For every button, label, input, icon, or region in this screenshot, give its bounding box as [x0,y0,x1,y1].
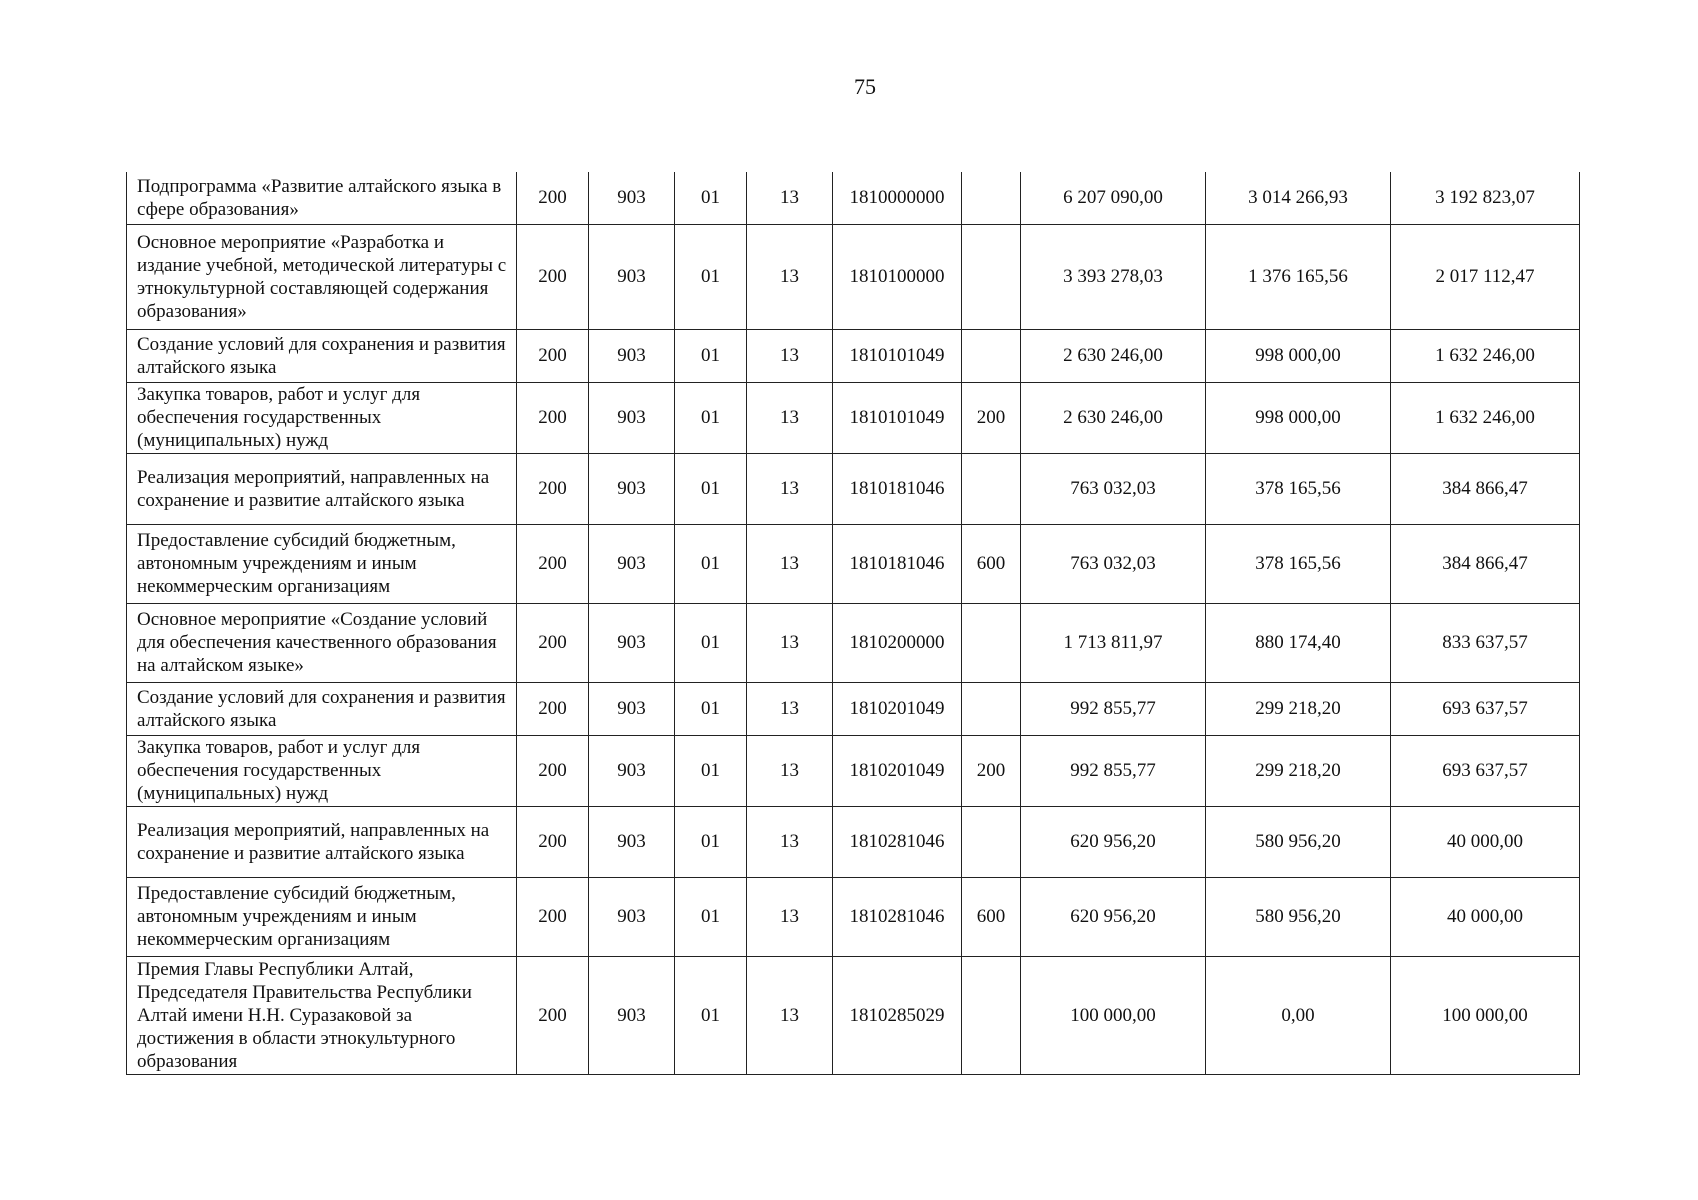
code-cell-1: 200 [517,224,589,329]
row-name-cell: Подпрограмма «Развитие алтайского языка в сфере образования» [127,172,517,224]
code-cell-4: 13 [747,682,833,735]
amount-cell-1: 620 956,20 [1021,877,1206,956]
code-cell-4: 13 [747,956,833,1074]
code-cell-2: 903 [589,806,675,877]
code-cell-4: 13 [747,172,833,224]
expense-type-cell: 600 [962,877,1021,956]
amount-cell-2: 880 174,40 [1206,603,1391,682]
code-cell-4: 13 [747,524,833,603]
amount-cell-2: 580 956,20 [1206,806,1391,877]
code-cell-3: 01 [675,682,747,735]
amount-cell-1: 100 000,00 [1021,956,1206,1074]
target-article-cell: 1810201049 [833,735,962,806]
code-cell-1: 200 [517,956,589,1074]
amount-cell-3: 2 017 112,47 [1391,224,1580,329]
budget-table [126,172,1580,1075]
target-article-cell: 1810181046 [833,524,962,603]
code-cell-1: 200 [517,806,589,877]
amount-cell-1: 6 207 090,00 [1021,172,1206,224]
code-cell-1: 200 [517,329,589,382]
code-cell-1: 200 [517,524,589,603]
amount-cell-1: 992 855,77 [1021,682,1206,735]
row-name-cell: Основное мероприятие «Разработка и издание учебной, методической литературы с этнокультурной составляющей содержания образования» [127,224,517,329]
amount-cell-1: 763 032,03 [1021,524,1206,603]
expense-type-cell [962,224,1021,329]
table-row [127,603,1580,682]
row-name-cell: Закупка товаров, работ и услуг для обеспечения государственных (муниципальных) нужд [127,382,517,453]
target-article-cell: 1810200000 [833,603,962,682]
code-cell-2: 903 [589,956,675,1074]
target-article-cell: 1810201049 [833,682,962,735]
code-cell-3: 01 [675,329,747,382]
row-name-cell: Предоставление субсидий бюджетным, автономным учреждениям и иным некоммерческим организациям [127,877,517,956]
table-row [127,735,1580,806]
code-cell-2: 903 [589,453,675,524]
code-cell-4: 13 [747,806,833,877]
code-cell-1: 200 [517,453,589,524]
table-row [127,877,1580,956]
code-cell-3: 01 [675,735,747,806]
code-cell-2: 903 [589,877,675,956]
amount-cell-1: 1 713 811,97 [1021,603,1206,682]
amount-cell-3: 693 637,57 [1391,682,1580,735]
expense-type-cell [962,603,1021,682]
code-cell-3: 01 [675,382,747,453]
table-row [127,806,1580,877]
amount-cell-1: 2 630 246,00 [1021,329,1206,382]
table-row [127,172,1580,224]
code-cell-3: 01 [675,224,747,329]
amount-cell-3: 384 866,47 [1391,524,1580,603]
amount-cell-3: 100 000,00 [1391,956,1580,1074]
code-cell-2: 903 [589,682,675,735]
code-cell-4: 13 [747,329,833,382]
expense-type-cell: 200 [962,735,1021,806]
code-cell-3: 01 [675,524,747,603]
code-cell-2: 903 [589,172,675,224]
expense-type-cell [962,329,1021,382]
amount-cell-2: 998 000,00 [1206,382,1391,453]
amount-cell-3: 40 000,00 [1391,806,1580,877]
table-row [127,524,1580,603]
table-row [127,453,1580,524]
target-article-cell: 1810100000 [833,224,962,329]
table-row [127,224,1580,329]
row-name-cell: Закупка товаров, работ и услуг для обеспечения государственных (муниципальных) нужд [127,735,517,806]
code-cell-2: 903 [589,329,675,382]
code-cell-1: 200 [517,382,589,453]
amount-cell-2: 0,00 [1206,956,1391,1074]
code-cell-4: 13 [747,735,833,806]
amount-cell-2: 378 165,56 [1206,524,1391,603]
row-name-cell: Создание условий для сохранения и развития алтайского языка [127,329,517,382]
code-cell-4: 13 [747,877,833,956]
code-cell-3: 01 [675,877,747,956]
expense-type-cell [962,682,1021,735]
table-row [127,329,1580,382]
expense-type-cell: 200 [962,382,1021,453]
target-article-cell: 1810285029 [833,956,962,1074]
amount-cell-3: 1 632 246,00 [1391,382,1580,453]
target-article-cell: 1810101049 [833,329,962,382]
amount-cell-2: 998 000,00 [1206,329,1391,382]
amount-cell-3: 40 000,00 [1391,877,1580,956]
expense-type-cell [962,956,1021,1074]
expense-type-cell [962,806,1021,877]
row-name-cell: Предоставление субсидий бюджетным, автономным учреждениям и иным некоммерческим организациям [127,524,517,603]
amount-cell-1: 2 630 246,00 [1021,382,1206,453]
amount-cell-2: 580 956,20 [1206,877,1391,956]
code-cell-2: 903 [589,524,675,603]
code-cell-3: 01 [675,806,747,877]
row-name-cell: Создание условий для сохранения и развития алтайского языка [127,682,517,735]
row-name-cell: Реализация мероприятий, направленных на сохранение и развитие алтайского языка [127,806,517,877]
expense-type-cell [962,172,1021,224]
code-cell-2: 903 [589,224,675,329]
table-row [127,682,1580,735]
amount-cell-2: 378 165,56 [1206,453,1391,524]
amount-cell-2: 299 218,20 [1206,735,1391,806]
code-cell-4: 13 [747,382,833,453]
page-number: 75 [854,74,876,99]
expense-type-cell: 600 [962,524,1021,603]
code-cell-4: 13 [747,603,833,682]
amount-cell-1: 620 956,20 [1021,806,1206,877]
amount-cell-3: 384 866,47 [1391,453,1580,524]
code-cell-2: 903 [589,603,675,682]
amount-cell-1: 992 855,77 [1021,735,1206,806]
row-name-cell: Реализация мероприятий, направленных на сохранение и развитие алтайского языка [127,453,517,524]
amount-cell-3: 3 192 823,07 [1391,172,1580,224]
amount-cell-3: 833 637,57 [1391,603,1580,682]
code-cell-1: 200 [517,877,589,956]
code-cell-1: 200 [517,172,589,224]
code-cell-1: 200 [517,735,589,806]
code-cell-3: 01 [675,453,747,524]
amount-cell-2: 299 218,20 [1206,682,1391,735]
code-cell-3: 01 [675,956,747,1074]
amount-cell-3: 693 637,57 [1391,735,1580,806]
target-article-cell: 1810181046 [833,453,962,524]
code-cell-2: 903 [589,382,675,453]
amount-cell-1: 3 393 278,03 [1021,224,1206,329]
code-cell-4: 13 [747,453,833,524]
table-row [127,382,1580,453]
amount-cell-2: 3 014 266,93 [1206,172,1391,224]
table-row [127,956,1580,1074]
row-name-cell: Премия Главы Республики Алтай, Председателя Правительства Республики Алтай имени Н.Н. Суразаковой за достижения в области этнокультурного образования [127,956,517,1074]
expense-type-cell [962,453,1021,524]
target-article-cell: 1810281046 [833,877,962,956]
code-cell-3: 01 [675,603,747,682]
target-article-cell: 1810281046 [833,806,962,877]
code-cell-2: 903 [589,735,675,806]
amount-cell-3: 1 632 246,00 [1391,329,1580,382]
amount-cell-2: 1 376 165,56 [1206,224,1391,329]
code-cell-1: 200 [517,603,589,682]
code-cell-1: 200 [517,682,589,735]
target-article-cell: 1810000000 [833,172,962,224]
code-cell-4: 13 [747,224,833,329]
amount-cell-1: 763 032,03 [1021,453,1206,524]
code-cell-3: 01 [675,172,747,224]
row-name-cell: Основное мероприятие «Создание условий для обеспечения качественного образования на алтайском языке» [127,603,517,682]
target-article-cell: 1810101049 [833,382,962,453]
